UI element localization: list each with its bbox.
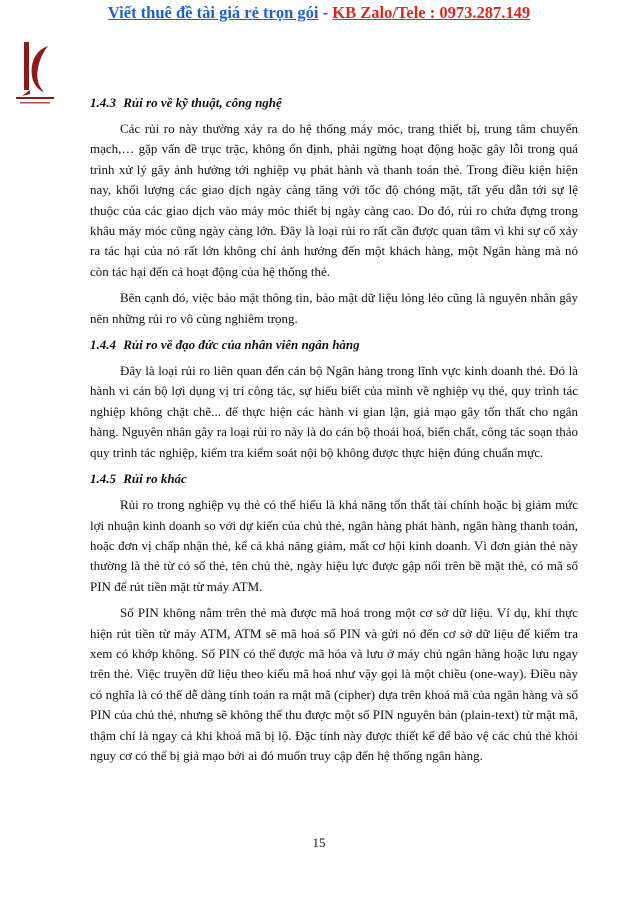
section-title: Rủi ro về đạo đức của nhân viên ngân hàng: [123, 337, 360, 353]
section-number: 1.4.5: [90, 471, 116, 487]
body-paragraph: Các rủi ro này thường xảy ra do hệ thống máy móc, trang thiết bị, trung tâm chuyển mạch,… gặp vấn đề trục trặc, không ổn định, phải ngừng hoạt động hoặc gây lỗi trong quá trình xử lý gây ảnh hưởng tới nghiệp vụ phát hành và thanh toán thẻ. Trong điều kiện hiện nay, khối lượng các giao dịch ngày càng tăng với tốc độ chóng mặt, tất yếu dẫn tới sự lệ thuộc của các giao dịch vào máy móc thiết bị ngày càng cao. Do đó, rủi ro chứa đựng trong khâu máy móc cũng ngày càng lớn. Đây là loại rủi ro rất cần được quan tâm vì khi sự cố xảy ra tác hại của nó rất lớn không chỉ ảnh hưởng đến một khách hàng, một Ngân hàng mà nó còn tác hại đến cả hoạt động của hệ thống thẻ.: [90, 121, 578, 279]
section-number: 1.4.4: [90, 337, 116, 353]
body-paragraph: Số PIN không nằm trên thẻ mà được mã hoá trong một cơ sở dữ liệu. Ví dụ, khi thực hiện rút tiền từ máy ATM, ATM sẽ mã hoá số PIN và gửi nó đến cơ sở dữ liệu để kiểm tra xem có khớp không. Số PIN có thể được mã hóa và lưu ở máy chủ ngân hàng hoặc lưu ngay trên thẻ. Việc truyền dữ liệu theo kiểu mã hoá như vậy gọi là một chiều (one-way). Điều này có nghĩa là có thể dễ dàng tính toán ra mật mã (cipher) dựa trên khoá mã của ngân hàng và số PIN của chủ thẻ, nhưng sẽ không thể thu được một số PIN nguyên bản (plain-text) từ mật mã, thậm chí là ngay cả khi khoá mã bị lộ. Đặc tính này được thiết kế để bảo vệ các chủ thẻ khỏi nguy cơ có thể bị giả mạo bởi ai đó muốn truy cập đến hệ thống ngân hàng.: [90, 605, 578, 763]
section-heading: [90, 469, 578, 489]
page-number: 15: [312, 835, 326, 850]
section-number: 1.4.3: [90, 95, 116, 110]
top-banner: [0, 3, 638, 23]
section-title: Rủi ro khác: [123, 471, 187, 487]
section-title: Rủi ro về kỹ thuật, công nghệ: [123, 95, 282, 110]
body-paragraph: Bên cạnh đó, việc bảo mật thông tin, bảo mật dữ liệu lỏng lẻo cũng là nguyên nhân gây nên những rủi ro vô cùng nghiêm trọng.: [90, 290, 578, 326]
body-paragraph: Rủi ro trong nghiệp vụ thẻ có thể hiểu là khả năng tổn thất tài chính hoặc bị giảm mức lợi nhuận kinh doanh so với dự kiến của chủ thẻ, ngân hàng phát hành, ngân hàng thanh toán, hoặc đơn vị chấp nhận thẻ, kể cả khả năng giảm, mất cơ hội kinh doanh. Vì đơn giản thẻ này thường là thẻ từ có số thẻ, tên chủ thẻ, ngày hiệu lực được gập nổi trên bề mặt thẻ, có mã số PIN để rút tiền mặt từ máy ATM.: [90, 497, 578, 594]
body-paragraph: Đây là loại rủi ro liên quan đến cán bộ Ngân hàng trong lĩnh vực kinh doanh thẻ. Đó là hành vi cán bộ lợi dụng vị trí công tác, sự hiểu biết của mình về nghiệp vụ thẻ, quy trình tác nghiệp không chặt chẽ... để thực hiện các hành vi gian lận, giả mạo gây tổn thất cho ngân hàng. Nguyên nhân gây ra loại rủi ro này là do cán bộ thoái hoá, biến chất, công tác soạn thảo quy trình tác nghiệp, kiểm tra kiểm soát nội bộ không được thực hiện đúng chuẩn mực.: [90, 363, 578, 460]
university-logo-icon: [10, 40, 60, 108]
section-heading: [90, 93, 578, 113]
document-body: [90, 93, 578, 772]
banner-separator: -: [318, 3, 333, 22]
banner-service-link[interactable]: Viết thuê đề tài giá rẻ trọn gói: [107, 3, 319, 22]
banner-contact-link[interactable]: KB Zalo/Tele : 0973.287.149: [332, 3, 531, 22]
section-heading: [90, 335, 578, 355]
